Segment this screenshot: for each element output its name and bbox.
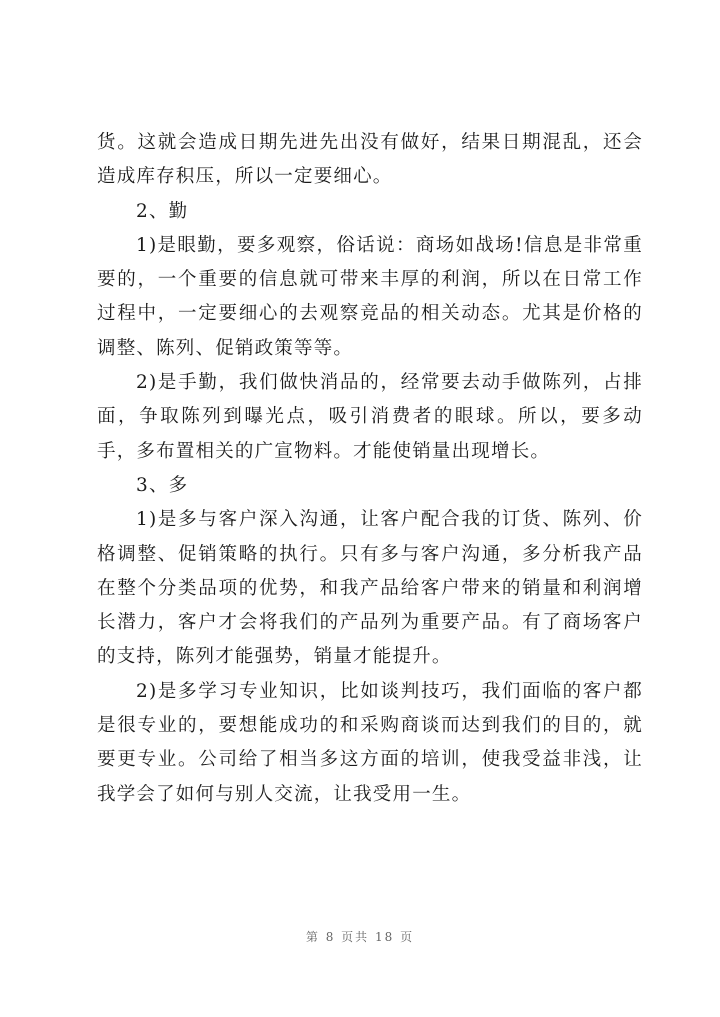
section-heading-qin: 2、勤	[136, 200, 189, 222]
page-number-footer: 第 8 页共 18 页	[305, 930, 415, 944]
paragraph-eye-diligence: 1)是眼勤，要多观察，俗话说：商场如战场!信息是非常重要的，一个重要的信息就可带来丰厚的利润，所以在日常工作过程中，一定要细心的去观察竞品的相关动态。尤其是价格的调整、陈列、促销政策等等。	[97, 234, 643, 359]
paragraph-customer-communication: 1)是多与客户深入沟通，让客户配合我的订货、陈列、价格调整、促销策略的执行。只有多与客户沟通，多分析我产品在整个分类品项的优势，和我产品给客户带来的销量和利润增长潜力，客户才会将我们的产品列为重要产品。有了商场客户的支持，陈列才能强势，销量才能提升。	[97, 509, 643, 668]
paragraph-continuation: 货。这就会造成日期先进先出没有做好，结果日期混乱，还会造成库存积压，所以一定要细心。	[97, 132, 643, 188]
document-body	[97, 126, 643, 812]
paragraph-professional-learning: 2)是多学习专业知识，比如谈判技巧，我们面临的客户都是很专业的，要想能成功的和采购商谈而达到我们的目的，就要更专业。公司给了相当多这方面的培训，使我受益非浅，让我学会了如何与别人交流，让我受用一生。	[97, 680, 643, 805]
section-heading-duo: 3、多	[136, 474, 189, 496]
paragraph-hand-diligence: 2)是手勤，我们做快消品的，经常要去动手做陈列，占排面，争取陈列到曝光点，吸引消费者的眼球。所以，要多动手，多布置相关的广宣物料。才能使销量出现增长。	[97, 372, 643, 462]
